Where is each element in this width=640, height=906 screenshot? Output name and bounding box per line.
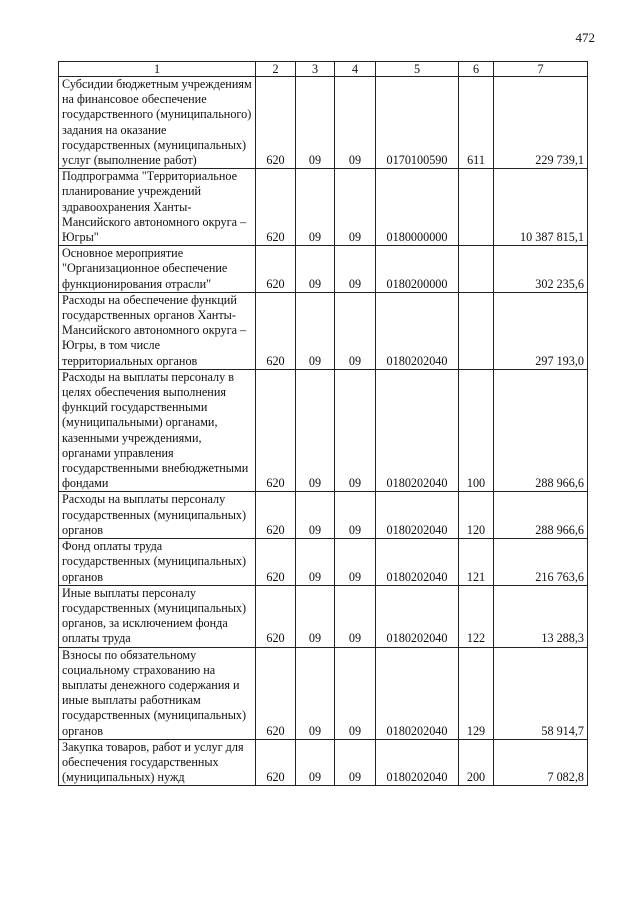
table-row (59, 492, 588, 539)
column-header: 4 (335, 62, 376, 77)
ministry-code: 620 (256, 739, 296, 786)
amount: 58 914,7 (494, 647, 588, 739)
ministry-code: 620 (256, 647, 296, 739)
expense-name: Взносы по обязательному социальному страхованию на выплаты денежного содержания и иные выплаты работникам государственных (муниципальных) органов (59, 647, 256, 739)
expense-type-code (459, 292, 494, 369)
target-article-code: 0180200000 (376, 246, 459, 293)
expense-type-code: 100 (459, 369, 494, 492)
expense-name: Основное мероприятие "Организационное обеспечение функционирования отрасли" (59, 246, 256, 293)
section-code: 09 (296, 492, 335, 539)
target-article-code: 0170100590 (376, 77, 459, 169)
section-code: 09 (296, 585, 335, 647)
target-article-code: 0180202040 (376, 739, 459, 786)
expense-name: Расходы на выплаты персоналу государственных (муниципальных) органов (59, 492, 256, 539)
column-header: 5 (376, 62, 459, 77)
column-header: 1 (59, 62, 256, 77)
subsection-code: 09 (335, 539, 376, 586)
expense-name: Закупка товаров, работ и услуг для обеспечения государственных (муниципальных) нужд (59, 739, 256, 786)
table-row (59, 739, 588, 786)
table-row (59, 292, 588, 369)
ministry-code: 620 (256, 585, 296, 647)
column-header: 6 (459, 62, 494, 77)
ministry-code: 620 (256, 539, 296, 586)
section-code: 09 (296, 246, 335, 293)
expense-type-code: 122 (459, 585, 494, 647)
section-code: 09 (296, 77, 335, 169)
subsection-code: 09 (335, 739, 376, 786)
subsection-code: 09 (335, 647, 376, 739)
table-row (59, 539, 588, 586)
section-code: 09 (296, 539, 335, 586)
expense-name: Субсидии бюджетным учреждениям на финансовое обеспечение государственного (муниципального) задания на оказание государственных (муниципальных) услуг (выполнение работ) (59, 77, 256, 169)
amount: 302 235,6 (494, 246, 588, 293)
amount: 7 082,8 (494, 739, 588, 786)
table-row (59, 246, 588, 293)
table-row (59, 647, 588, 739)
expense-type-code: 121 (459, 539, 494, 586)
subsection-code: 09 (335, 292, 376, 369)
table-row (59, 169, 588, 246)
target-article-code: 0180202040 (376, 647, 459, 739)
ministry-code: 620 (256, 169, 296, 246)
ministry-code: 620 (256, 369, 296, 492)
section-code: 09 (296, 292, 335, 369)
section-code: 09 (296, 739, 335, 786)
ministry-code: 620 (256, 246, 296, 293)
expense-type-code: 129 (459, 647, 494, 739)
amount: 297 193,0 (494, 292, 588, 369)
table-row (59, 77, 588, 169)
table-header-row (59, 62, 588, 77)
budget-table (58, 61, 588, 786)
target-article-code: 0180202040 (376, 292, 459, 369)
expense-type-code: 200 (459, 739, 494, 786)
target-article-code: 0180202040 (376, 585, 459, 647)
section-code: 09 (296, 169, 335, 246)
expense-name: Расходы на выплаты персоналу в целях обеспечения выполнения функций государственными (муниципальными) органами, казенными учреждениями, органами управления государственными внебюджетными фондами (59, 369, 256, 492)
subsection-code: 09 (335, 492, 376, 539)
amount: 229 739,1 (494, 77, 588, 169)
ministry-code: 620 (256, 77, 296, 169)
subsection-code: 09 (335, 246, 376, 293)
column-header: 3 (296, 62, 335, 77)
ministry-code: 620 (256, 492, 296, 539)
table-row (59, 585, 588, 647)
expense-name: Иные выплаты персоналу государственных (муниципальных) органов, за исключением фонда оплаты труда (59, 585, 256, 647)
column-header: 2 (256, 62, 296, 77)
amount: 13 288,3 (494, 585, 588, 647)
expense-name: Фонд оплаты труда государственных (муниципальных) органов (59, 539, 256, 586)
expense-name: Расходы на обеспечение функций государственных органов Ханты-Мансийского автономного округа – Югры, в том числе территориальных органов (59, 292, 256, 369)
target-article-code: 0180000000 (376, 169, 459, 246)
target-article-code: 0180202040 (376, 369, 459, 492)
ministry-code: 620 (256, 292, 296, 369)
expense-type-code: 120 (459, 492, 494, 539)
subsection-code: 09 (335, 369, 376, 492)
target-article-code: 0180202040 (376, 492, 459, 539)
section-code: 09 (296, 647, 335, 739)
amount: 10 387 815,1 (494, 169, 588, 246)
table-row (59, 369, 588, 492)
amount: 216 763,6 (494, 539, 588, 586)
expense-type-code (459, 246, 494, 293)
target-article-code: 0180202040 (376, 539, 459, 586)
subsection-code: 09 (335, 585, 376, 647)
expense-name: Подпрограмма "Территориальное планирование учреждений здравоохранения Ханты-Мансийского автономного округа – Югры" (59, 169, 256, 246)
section-code: 09 (296, 369, 335, 492)
page-number: 472 (575, 30, 595, 45)
amount: 288 966,6 (494, 369, 588, 492)
amount: 288 966,6 (494, 492, 588, 539)
expense-type-code (459, 169, 494, 246)
subsection-code: 09 (335, 169, 376, 246)
expense-type-code: 611 (459, 77, 494, 169)
subsection-code: 09 (335, 77, 376, 169)
column-header: 7 (494, 62, 588, 77)
